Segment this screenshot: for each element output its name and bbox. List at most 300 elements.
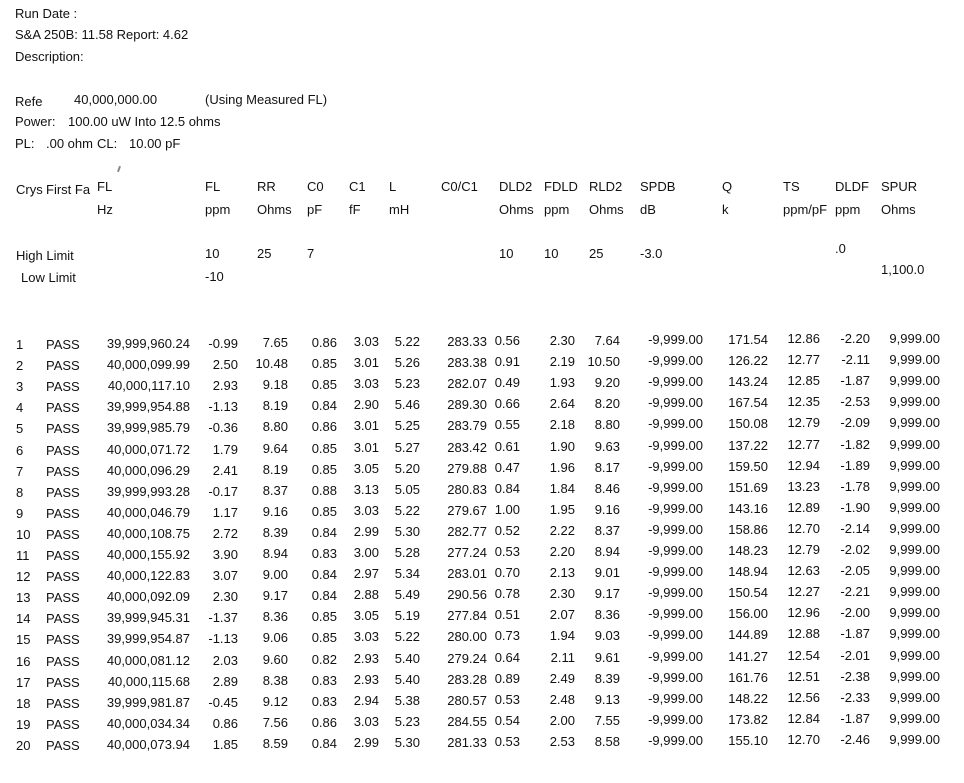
row-6-crys: 6 [16, 443, 24, 458]
row-12-flppm: 3.07 [212, 568, 238, 583]
row-17-first: PASS [46, 675, 80, 690]
row-2-rld2: 10.50 [587, 354, 620, 369]
row-17-rr: 8.38 [262, 673, 288, 688]
row-2-spur: 9,999.00 [889, 352, 940, 367]
row-20-fdld: 2.53 [549, 734, 575, 749]
row-11-dld2: 0.53 [494, 544, 520, 559]
row-12-l: 5.34 [394, 566, 420, 581]
row-16-spur: 9,999.00 [889, 648, 940, 663]
row-13-c0: 0.84 [311, 588, 337, 603]
row-17-rld2: 8.39 [594, 671, 620, 686]
row-5-spur: 9,999.00 [889, 415, 940, 430]
col-header-fl: FL [97, 179, 113, 194]
row-4-ts: 12.35 [787, 394, 820, 409]
row-5-q: 150.08 [728, 416, 768, 431]
row-15-rld2: 9.03 [594, 628, 620, 643]
row-17-spur: 9,999.00 [889, 669, 940, 684]
row-14-l: 5.19 [394, 608, 420, 623]
row-19-first: PASS [46, 717, 80, 732]
row-9-ts: 12.89 [787, 500, 820, 515]
row-12-dldf: -2.05 [840, 563, 870, 578]
row-15-c1: 3.03 [353, 629, 379, 644]
row-13-c1: 2.88 [353, 587, 379, 602]
row-19-dld2: 0.54 [494, 713, 520, 728]
row-1-rr: 7.65 [262, 335, 288, 350]
pl-label: PL: [15, 136, 35, 151]
row-18-c0: 0.83 [311, 694, 337, 709]
row-9-spdb: -9,999.00 [648, 501, 703, 516]
row-4-flppm: -1.13 [208, 399, 238, 414]
row-5-ts: 12.79 [787, 415, 820, 430]
row-12-dld2: 0.70 [494, 565, 520, 580]
row-15-c0c1: 280.00 [447, 629, 487, 644]
col-unit-fl: Hz [97, 202, 113, 217]
row-18-dldf: -2.33 [840, 690, 870, 705]
low-limit-label: Low Limit [21, 270, 76, 285]
row-4-fl: 39,999,954.88 [106, 399, 190, 414]
row-11-q: 148.23 [728, 543, 768, 558]
row-2-c0c1: 283.38 [447, 355, 487, 370]
row-8-spdb: -9,999.00 [648, 480, 703, 495]
row-5-c0: 0.86 [311, 419, 337, 434]
row-5-dldf: -2.09 [840, 415, 870, 430]
row-7-crys: 7 [16, 464, 24, 479]
row-19-l: 5.23 [394, 714, 420, 729]
row-19-flppm: 0.86 [212, 716, 238, 731]
row-20-c0c1: 281.33 [447, 735, 487, 750]
row-12-fl: 40,000,122.83 [106, 568, 190, 583]
row-5-first: PASS [46, 421, 80, 436]
row-9-fl: 40,000,046.79 [106, 505, 190, 520]
row-20-flppm: 1.85 [212, 737, 238, 752]
row-2-c1: 3.01 [353, 355, 379, 370]
row-4-c0: 0.84 [311, 398, 337, 413]
row-10-fdld: 2.22 [549, 523, 575, 538]
row-19-spdb: -9,999.00 [648, 712, 703, 727]
row-15-spur: 9,999.00 [889, 626, 940, 641]
high-limit-dldf: .0 [835, 241, 846, 256]
row-11-c0c1: 277.24 [447, 545, 487, 560]
row-17-spdb: -9,999.00 [648, 670, 703, 685]
row-1-crys: 1 [16, 337, 24, 352]
row-5-l: 5.25 [394, 418, 420, 433]
row-6-c0c1: 283.42 [447, 440, 487, 455]
row-1-spur: 9,999.00 [889, 331, 940, 346]
col-unit-c0: pF [307, 202, 323, 217]
row-14-c0: 0.85 [311, 609, 337, 624]
row-19-crys: 19 [16, 717, 31, 732]
row-7-rld2: 8.17 [594, 460, 620, 475]
col-unit-ts: ppm/pF [783, 202, 828, 217]
row-18-crys: 18 [16, 696, 31, 711]
row-3-c1: 3.03 [353, 376, 379, 391]
row-9-fdld: 1.95 [549, 502, 575, 517]
row-15-fl: 39,999,954.87 [106, 631, 190, 646]
row-11-spdb: -9,999.00 [648, 543, 703, 558]
row-7-rr: 8.19 [262, 462, 288, 477]
row-15-fdld: 1.94 [549, 628, 575, 643]
row-2-rr: 10.48 [255, 356, 288, 371]
row-9-rr: 9.16 [262, 504, 288, 519]
row-5-fl: 39,999,985.79 [106, 420, 190, 435]
row-14-spdb: -9,999.00 [648, 606, 703, 621]
col-header-rr: RR [257, 179, 276, 194]
row-10-ts: 12.70 [787, 521, 820, 536]
row-20-crys: 20 [16, 738, 31, 753]
row-4-first: PASS [46, 400, 80, 415]
row-7-dld2: 0.47 [494, 460, 520, 475]
row-14-spur: 9,999.00 [889, 605, 940, 620]
row-5-rld2: 8.80 [594, 417, 620, 432]
row-8-c0c1: 280.83 [447, 482, 487, 497]
row-10-c0: 0.84 [311, 525, 337, 540]
row-3-crys: 3 [16, 379, 24, 394]
col-unit-q: k [722, 202, 729, 217]
row-17-fdld: 2.49 [549, 671, 575, 686]
row-7-first: PASS [46, 464, 80, 479]
row-14-dld2: 0.51 [494, 607, 520, 622]
row-19-q: 173.82 [728, 712, 768, 727]
row-19-spur: 9,999.00 [889, 711, 940, 726]
row-4-q: 167.54 [728, 395, 768, 410]
row-8-fdld: 1.84 [549, 481, 575, 496]
row-20-dld2: 0.53 [494, 734, 520, 749]
col-unit-flppm: ppm [205, 202, 231, 217]
row-6-fdld: 1.90 [549, 439, 575, 454]
row-13-fl: 40,000,092.09 [106, 589, 190, 604]
row-19-fl: 40,000,034.34 [106, 716, 190, 731]
row-19-c1: 3.03 [353, 714, 379, 729]
row-7-c0: 0.85 [311, 462, 337, 477]
row-3-flppm: 2.93 [212, 378, 238, 393]
row-18-spur: 9,999.00 [889, 690, 940, 705]
row-11-c1: 3.00 [353, 545, 379, 560]
row-8-c1: 3.13 [353, 482, 379, 497]
row-9-c0: 0.85 [311, 504, 337, 519]
row-3-spdb: -9,999.00 [648, 374, 703, 389]
col-unit-dld2: Ohms [499, 202, 534, 217]
row-8-dldf: -1.78 [840, 479, 870, 494]
high-limit-flppm: 10 [205, 246, 220, 261]
row-7-l: 5.20 [394, 461, 420, 476]
row-11-rr: 8.94 [262, 546, 288, 561]
row-6-first: PASS [46, 443, 80, 458]
col-unit-dldf: ppm [835, 202, 861, 217]
row-9-dldf: -1.90 [840, 500, 870, 515]
row-11-crys: 11 [16, 548, 30, 563]
high-limit-rr: 25 [257, 246, 272, 261]
col-header-c0c1: C0/C1 [441, 179, 478, 194]
row-10-rld2: 8.37 [594, 523, 620, 538]
row-16-c0: 0.82 [311, 652, 337, 667]
col-header-fdld: FDLD [544, 179, 578, 194]
row-4-crys: 4 [16, 400, 24, 415]
row-3-ts: 12.85 [787, 373, 820, 388]
row-13-flppm: 2.30 [212, 589, 238, 604]
row-6-c1: 3.01 [353, 440, 379, 455]
row-18-dld2: 0.53 [494, 692, 520, 707]
row-15-crys: 15 [16, 632, 31, 647]
row-3-fl: 40,000,117.10 [107, 378, 190, 393]
row-10-crys: 10 [16, 527, 31, 542]
row-20-fl: 40,000,073.94 [106, 737, 190, 752]
description-label: Description: [15, 49, 84, 64]
row-9-rld2: 9.16 [594, 502, 620, 517]
row-13-rld2: 9.17 [594, 586, 620, 601]
row-19-ts: 12.84 [787, 711, 820, 726]
row-5-flppm: -0.36 [208, 420, 238, 435]
row-13-first: PASS [46, 590, 80, 605]
row-7-spdb: -9,999.00 [648, 459, 703, 474]
row-1-rld2: 7.64 [594, 333, 620, 348]
row-10-rr: 8.39 [262, 525, 288, 540]
row-11-c0: 0.83 [311, 546, 337, 561]
row-15-rr: 9.06 [262, 630, 288, 645]
row-14-c1: 3.05 [353, 608, 379, 623]
row-4-fdld: 2.64 [549, 396, 575, 411]
row-8-c0: 0.88 [311, 483, 337, 498]
row-16-l: 5.40 [394, 651, 420, 666]
row-10-c1: 2.99 [353, 524, 379, 539]
row-17-c0c1: 283.28 [447, 672, 487, 687]
col-header-flppm: FL [205, 179, 221, 194]
row-12-c0c1: 283.01 [447, 566, 487, 581]
row-17-dldf: -2.38 [840, 669, 870, 684]
row-5-c1: 3.01 [353, 418, 379, 433]
row-8-fl: 39,999,993.28 [106, 484, 190, 499]
col-header-crys: Crys [16, 182, 43, 197]
row-10-fl: 40,000,108.75 [106, 526, 190, 541]
row-2-c0: 0.85 [311, 356, 337, 371]
col-unit-l: mH [389, 202, 410, 217]
row-15-flppm: -1.13 [208, 631, 238, 646]
row-7-spur: 9,999.00 [889, 458, 940, 473]
row-16-q: 141.27 [728, 649, 768, 664]
scan-speck [117, 166, 121, 172]
low-limit-flppm: -10 [205, 269, 224, 284]
row-12-crys: 12 [16, 569, 31, 584]
row-2-dldf: -2.11 [841, 352, 870, 367]
row-20-rld2: 8.58 [594, 734, 620, 749]
row-17-dld2: 0.89 [494, 671, 520, 686]
row-4-c0c1: 289.30 [447, 397, 487, 412]
row-15-c0: 0.85 [311, 630, 337, 645]
row-8-q: 151.69 [728, 480, 768, 495]
col-header-spdb: SPDB [640, 179, 676, 194]
row-19-fdld: 2.00 [549, 713, 575, 728]
row-10-q: 158.86 [728, 522, 768, 537]
row-16-fl: 40,000,081.12 [106, 653, 190, 668]
row-9-crys: 9 [16, 506, 24, 521]
row-3-dld2: 0.49 [494, 375, 520, 390]
row-4-l: 5.46 [394, 397, 420, 412]
row-4-dld2: 0.66 [494, 396, 520, 411]
row-18-flppm: -0.45 [208, 695, 238, 710]
row-16-fdld: 2.11 [550, 650, 575, 665]
row-2-flppm: 2.50 [212, 357, 238, 372]
row-11-spur: 9,999.00 [889, 542, 940, 557]
row-9-c0c1: 279.67 [447, 503, 487, 518]
row-5-dld2: 0.55 [494, 417, 520, 432]
row-2-ts: 12.77 [787, 352, 820, 367]
row-1-dldf: -2.20 [840, 331, 870, 346]
row-15-dldf: -1.87 [840, 626, 870, 641]
row-10-first: PASS [46, 527, 80, 542]
row-2-crys: 2 [16, 358, 24, 373]
row-9-flppm: 1.17 [212, 505, 238, 520]
row-12-ts: 12.63 [787, 563, 820, 578]
row-3-rld2: 9.20 [594, 375, 620, 390]
high-limit-label: High Limit [16, 248, 74, 263]
row-2-q: 126.22 [728, 353, 768, 368]
sa-report-line: S&A 250B: 11.58 Report: 4.62 [15, 27, 189, 42]
row-16-rr: 9.60 [262, 652, 288, 667]
row-10-l: 5.30 [394, 524, 420, 539]
row-4-spdb: -9,999.00 [648, 395, 703, 410]
row-16-c0c1: 279.24 [447, 651, 487, 666]
row-1-l: 5.22 [394, 334, 420, 349]
row-3-q: 143.24 [728, 374, 768, 389]
row-8-rr: 8.37 [262, 483, 288, 498]
high-limit-dld2: 10 [499, 246, 514, 261]
row-5-c0c1: 283.79 [447, 418, 487, 433]
row-12-c0: 0.84 [311, 567, 337, 582]
col-header-first: First Fa [46, 182, 91, 197]
row-18-first: PASS [46, 696, 80, 711]
row-11-fdld: 2.20 [549, 544, 575, 559]
row-20-rr: 8.59 [262, 736, 288, 751]
row-1-first: PASS [46, 337, 80, 352]
row-17-q: 161.76 [728, 670, 768, 685]
row-6-flppm: 1.79 [212, 442, 238, 457]
row-1-spdb: -9,999.00 [648, 332, 703, 347]
row-11-first: PASS [46, 548, 80, 563]
row-8-dld2: 0.84 [494, 481, 520, 496]
row-17-fl: 40,000,115.68 [107, 674, 190, 689]
row-14-dldf: -2.00 [840, 605, 870, 620]
col-header-q: Q [722, 179, 733, 194]
col-unit-fdld: ppm [544, 202, 570, 217]
row-18-fdld: 2.48 [549, 692, 575, 707]
row-12-spdb: -9,999.00 [648, 564, 703, 579]
row-3-c0: 0.85 [311, 377, 337, 392]
col-header-dld2: DLD2 [499, 179, 533, 194]
row-11-rld2: 8.94 [594, 544, 620, 559]
row-16-first: PASS [46, 654, 80, 669]
row-11-flppm: 3.90 [212, 547, 238, 562]
row-20-c1: 2.99 [353, 735, 379, 750]
row-12-c1: 2.97 [353, 566, 379, 581]
row-14-flppm: -1.37 [208, 610, 238, 625]
row-2-fl: 40,000,099.99 [106, 357, 190, 372]
row-20-q: 155.10 [728, 733, 768, 748]
high-limit-c0: 7 [307, 246, 315, 261]
col-header-l: L [389, 179, 397, 194]
run-date-label: Run Date : [15, 6, 78, 21]
row-6-rr: 9.64 [262, 441, 288, 456]
cl-label: CL: [97, 136, 118, 151]
row-18-c1: 2.94 [353, 693, 379, 708]
row-18-ts: 12.56 [787, 690, 820, 705]
row-12-first: PASS [46, 569, 80, 584]
row-4-spur: 9,999.00 [889, 394, 940, 409]
row-7-dldf: -1.89 [840, 458, 870, 473]
col-unit-rr: Ohms [257, 202, 292, 217]
row-18-q: 148.22 [728, 691, 768, 706]
row-18-rr: 9.12 [262, 694, 288, 709]
row-17-flppm: 2.89 [212, 674, 238, 689]
row-13-rr: 9.17 [262, 588, 288, 603]
row-10-dldf: -2.14 [840, 521, 870, 536]
cl-value: 10.00 pF [129, 136, 181, 151]
row-3-first: PASS [46, 379, 80, 394]
row-6-fl: 40,000,071.72 [106, 442, 190, 457]
row-6-dld2: 0.61 [494, 439, 520, 454]
row-13-crys: 13 [16, 590, 31, 605]
row-20-spdb: -9,999.00 [648, 733, 703, 748]
row-1-fdld: 2.30 [549, 333, 575, 348]
row-20-dldf: -2.46 [840, 732, 870, 747]
row-16-rld2: 9.61 [594, 650, 620, 665]
row-10-dld2: 0.52 [494, 523, 520, 538]
col-unit-rld2: Ohms [589, 202, 624, 217]
row-15-dld2: 0.73 [494, 628, 520, 643]
row-1-fl: 39,999,960.24 [106, 336, 190, 351]
row-12-spur: 9,999.00 [889, 563, 940, 578]
low-limit-spur: 1,100.0 [881, 262, 925, 277]
row-3-fdld: 1.93 [549, 375, 575, 390]
row-9-first: PASS [46, 506, 80, 521]
row-20-spur: 9,999.00 [889, 732, 940, 747]
row-7-fl: 40,000,096.29 [106, 463, 190, 478]
row-14-q: 156.00 [728, 606, 768, 621]
row-12-q: 148.94 [728, 564, 768, 579]
row-16-dldf: -2.01 [840, 648, 870, 663]
row-19-rld2: 7.55 [594, 713, 620, 728]
row-10-spdb: -9,999.00 [648, 522, 703, 537]
row-13-spdb: -9,999.00 [648, 585, 703, 600]
row-3-c0c1: 282.07 [447, 376, 487, 391]
row-13-dld2: 0.78 [494, 586, 520, 601]
col-header-dldf: DLDF [835, 179, 869, 194]
row-1-c1: 3.03 [353, 334, 379, 349]
row-19-rr: 7.56 [262, 715, 288, 730]
row-8-rld2: 8.46 [594, 481, 620, 496]
row-17-l: 5.40 [394, 672, 420, 687]
row-9-l: 5.22 [394, 503, 420, 518]
power-value: 100.00 uW Into 12.5 ohms [68, 114, 221, 129]
row-20-c0: 0.84 [311, 736, 337, 751]
row-13-dldf: -2.21 [840, 584, 870, 599]
row-19-c0c1: 284.55 [447, 714, 487, 729]
row-20-ts: 12.70 [787, 732, 820, 747]
row-6-rld2: 9.63 [594, 439, 620, 454]
row-18-c0c1: 280.57 [447, 693, 487, 708]
row-18-fl: 39,999,981.87 [106, 695, 190, 710]
row-17-c0: 0.83 [311, 673, 337, 688]
ref-value: 40,000,000.00 [74, 92, 158, 107]
row-1-q: 171.54 [728, 332, 768, 347]
col-unit-spdb: dB [640, 202, 656, 217]
row-12-fdld: 2.13 [549, 565, 575, 580]
col-header-c1: C1 [349, 179, 366, 194]
row-5-fdld: 2.18 [549, 417, 575, 432]
row-13-l: 5.49 [394, 587, 420, 602]
row-2-fdld: 2.19 [549, 354, 575, 369]
row-9-dld2: 1.00 [494, 502, 520, 517]
row-8-first: PASS [46, 485, 80, 500]
col-header-ts: TS [783, 179, 800, 194]
